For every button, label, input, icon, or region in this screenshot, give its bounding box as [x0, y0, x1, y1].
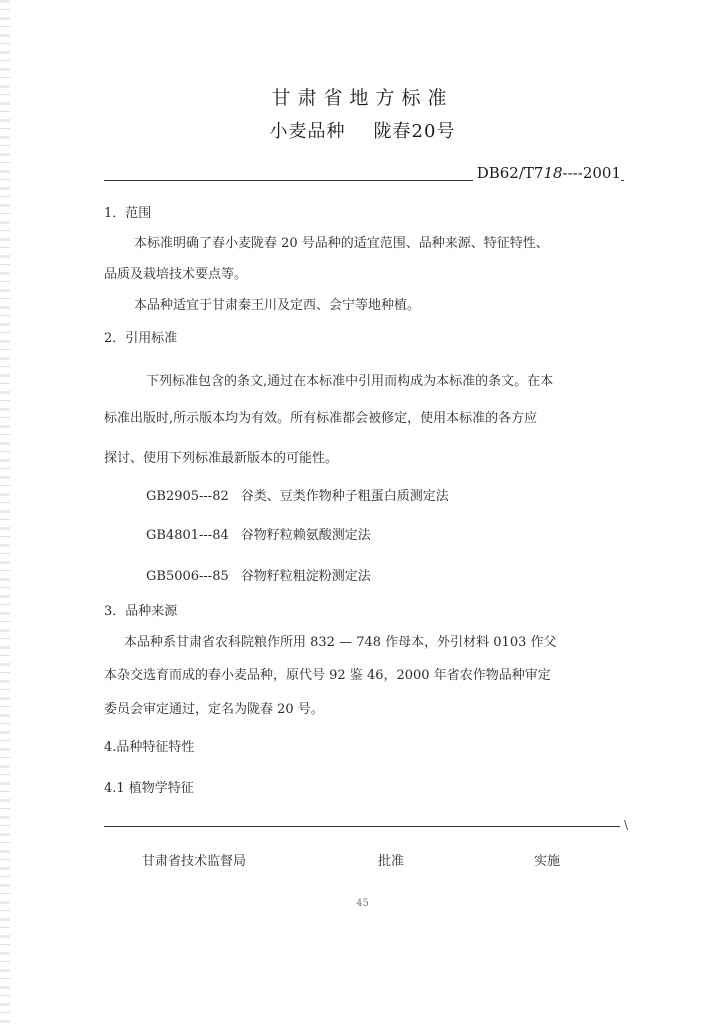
section-2-para-line1: 下列标准包含的条文,通过在本标准中引用而构成为本标准的条文。在本 [146, 374, 554, 389]
reference-code: GB4801---84 [146, 528, 229, 543]
reference-title: 谷类、豆类作物种子粗蛋白质测定法 [240, 489, 449, 504]
reference-item [146, 569, 371, 585]
section-2-para-line2: 标准出版时,所示版本均为有效。所有标准都会被修定，使用本标准的各方应 [104, 411, 538, 426]
page-number: 45 [356, 898, 369, 909]
section-3-line2: 本杂交选育而成的春小麦品种，原代号 92 鉴 46，2000 年省农作物品种审定 [104, 668, 551, 683]
section-2-heading: 2．引用标准 [104, 331, 178, 346]
section-2-para-line3: 探讨、使用下列标准最新版本的可能性。 [104, 451, 339, 466]
scan-edge [0, 0, 10, 1024]
section-1-heading: 1．范围 [104, 206, 152, 221]
document-subtitle [0, 117, 725, 143]
section-4-heading: 4.品种特征特性 [104, 740, 195, 755]
reference-code: GB2905---82 [146, 489, 229, 504]
section-3-line1: 本品种系甘肃省农科院粮作所用 832 — 748 作母本，外引材料 0103 作父 [124, 635, 557, 650]
document-title: 甘肃省地方标准 [271, 87, 454, 109]
reference-item [146, 528, 371, 544]
reference-item [146, 489, 449, 505]
standard-code-suffix: ----2001 [562, 164, 621, 182]
footer-approve: 批准 [378, 854, 405, 869]
reference-title: 谷物籽粒赖氨酸测定法 [240, 528, 371, 543]
section-4-1-heading: 4.1 植物学特征 [104, 781, 194, 796]
section-1-para1-line2: 品质及栽培技术要点等。 [104, 267, 248, 282]
footer-issuer: 甘肃省技术监督局 [142, 854, 247, 869]
scan-mark: \ [624, 818, 629, 832]
subtitle-category: 小麦品种 [269, 121, 346, 142]
standard-code-handwritten: 18 [543, 164, 563, 182]
subtitle-variety: 陇春20号 [373, 121, 456, 142]
standard-code-prefix: DB62/T7 [476, 164, 544, 182]
section-3-heading: 3．品种来源 [104, 604, 178, 619]
section-1-para1-line1: 本标准明确了春小麦陇春 20 号品种的适宜范围、品种来源、特征特性、 [134, 236, 549, 251]
section-1-para2: 本品种适宜于甘肃秦王川及定西、会宁等地种植。 [134, 298, 421, 313]
reference-code: GB5006---85 [146, 569, 229, 584]
footer-rule [104, 826, 620, 827]
standard-code [473, 164, 621, 182]
section-3-line3: 委员会审定通过，定名为陇春 20 号。 [104, 702, 324, 717]
reference-title: 谷物籽粒粗淀粉测定法 [240, 569, 371, 584]
footer-implement: 实施 [534, 854, 561, 869]
